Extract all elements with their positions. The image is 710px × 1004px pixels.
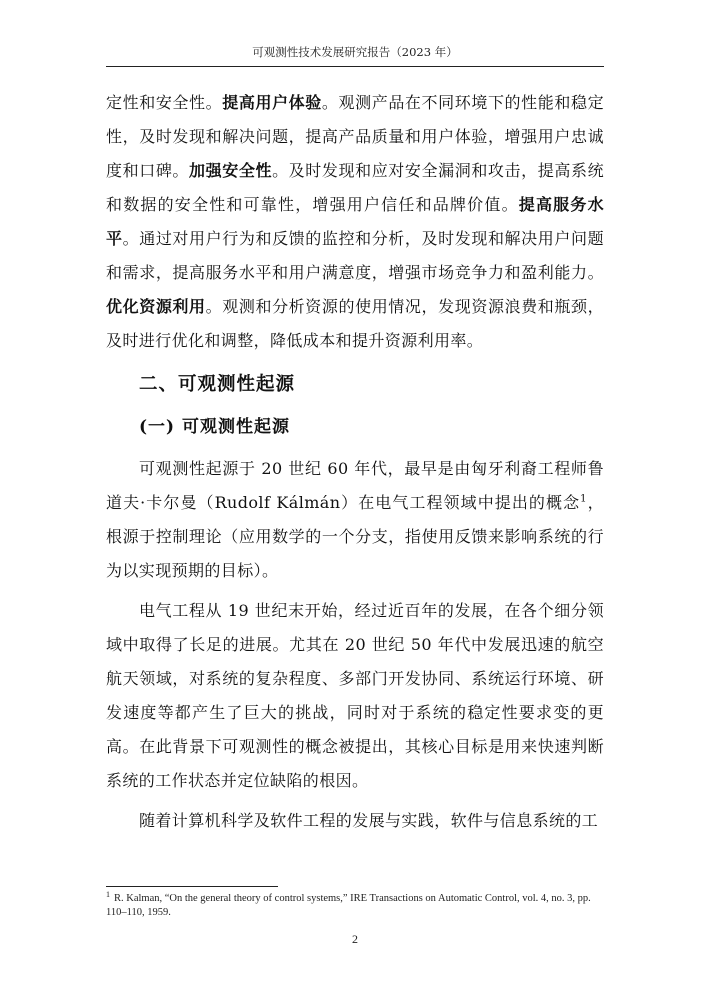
page-header: 可观测性技术发展研究报告（2023 年） [252, 45, 458, 59]
section-heading: 二、可观测性起源 [139, 374, 296, 395]
body-paragraph-electrical: 电气工程从 19 世纪末开始，经过近百年的发展，在各个细分领域中取得了长足的进展。尤其在 20 世纪 50 年代中发展迅速的航空航天领域，对系统的复杂程度、多部门开发协同、系统运行环境、研发速度等都产生了巨大的挑战，同时对于系统的稳定性要求变的更高。在此背景下可观测性的概念被提出，其核心目标是用来快速判断系统的工作状态并定位缺陷的根因。 [106, 601, 604, 790]
page-number: 2 [352, 932, 358, 946]
body-paragraph-software: 随着计算机科学及软件工程的发展与实践，软件与信息系统的工 [139, 811, 599, 830]
intro-text: 。及时发现和应对安全漏洞和攻击，提高系统和数据的安全性和可靠性，增强用户信任和品牌价值。 [106, 161, 604, 214]
paragraph-text: ，根源于控制理论（应用数学的一个分支，指使用反馈来影响系统的行为以实现预期的目标）。 [106, 493, 604, 580]
footnote [106, 889, 604, 920]
intro-keyword: 提高用户体验 [222, 93, 322, 112]
intro-text: 。通过对用户行为和反馈的监控和分析，及时发现和解决用户问题和需求，提高服务水平和用户满意度，增强市场竞争力和盈利能力。 [106, 229, 604, 282]
intro-keyword: 加强安全性 [189, 161, 273, 180]
intro-keyword: 提高服务水平 [106, 195, 604, 248]
footnote-text: R. Kalman, “On the general theory of control systems,” IRE Transactions on Automatic Control, vol. 4, no. 3, pp. 110–110, 1959. [106, 893, 591, 918]
subsection-heading: (一) 可观测性起源 [139, 417, 291, 437]
paragraph-text: 可观测性起源于 20 世纪 60 年代，最早是由匈牙利裔工程师鲁道夫·卡尔曼（Rudolf Kálmán）在电气工程领域中提出的概念 [106, 459, 604, 512]
report-body [106, 86, 604, 838]
footnote-reference[interactable]: 1 [580, 493, 587, 505]
intro-keyword: 优化资源利用 [106, 297, 206, 316]
intro-text: 定性和安全性。 [106, 93, 223, 112]
body-paragraph-origin [106, 452, 604, 588]
footnote-mark: 1 [106, 889, 110, 899]
intro-text: 。观测和分析资源的使用情况，发现资源浪费和瓶颈，及时进行优化和调整，降低成本和提升资源利用率。 [106, 297, 604, 350]
intro-paragraph [106, 86, 604, 358]
footnote-divider [106, 886, 278, 887]
header-divider [106, 66, 604, 67]
intro-text: 。观测产品在不同环境下的性能和稳定性，及时发现和解决问题，提高产品质量和用户体验，增强用户忠诚度和口碑。 [106, 93, 604, 180]
